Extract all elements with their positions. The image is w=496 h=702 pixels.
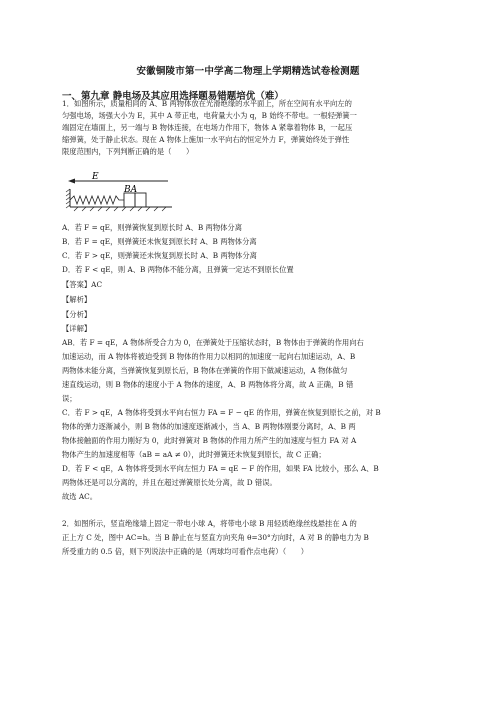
fenxi-label: 【分析】 (62, 310, 92, 319)
block-a (135, 193, 146, 207)
spring-blocks-diagram (64, 171, 174, 215)
explanation-line: 速直线运动，则 B 物体的速度小于 A 物体的速度，A、B 两物体将分离，故 A 正确，B 错 (62, 380, 354, 389)
analysis-label: 【解析】 (62, 295, 92, 304)
explanation-line: C．若 F > qE，A 物体将受到水平向右恒力 FA = F − qE 的作用，弹簧在恢复到原长之前，对 B (62, 408, 381, 417)
option-a: A．若 F = qE，则弹簧恢复到原长时 A、B 两物体分离 (62, 223, 243, 232)
explanation-line: D．若 F < qE，A 物体将受到水平向左恒力 FA = qE − F 的作用，如果 FA 比较小，那么 A、B (62, 464, 379, 473)
explanation-line: 加速运动，而 A 物体将被迫受到 B 物体的作用力以相同的加速度一起向右加速运动，A、B (62, 352, 356, 361)
document-title: 安徽铜陵市第一中学高二物理上学期精选试卷检测题 (136, 66, 360, 77)
explanation-line: AB．若 F = qE，A 物体所受合力为 0，在弹簧处于压缩状态时，B 物体由于弹簧的作用向右 (62, 338, 364, 347)
q1-line: 缩弹簧，处于静止状态。现在 A 物体上施加一水平向右的恒定外力 F，弹簧始终处于弹性 (62, 135, 350, 144)
q1-line: 限度范围内，下列判断正确的是（ ） (62, 147, 194, 156)
answer-label: 【答案】AC (62, 280, 103, 289)
field-arrow-head (68, 179, 75, 184)
spring (70, 196, 124, 204)
field-label: E (92, 172, 99, 182)
explanation-line: 两物体还是可以分离的，并且在超过弹簧原长处分离，故 D 错误。 (62, 478, 277, 487)
q2-line: 所受重力的 0.5 倍，则下列说法中正确的是（两球均可看作点电荷）（ ） (62, 547, 309, 556)
explanation-line: 两物体未能分离，当弹簧恢复到原长后，B 物体在弹簧的作用下做减速运动，A 物体做匀 (62, 366, 348, 375)
q2-line: 正上方 C 处，图中 AC=h。当 B 静止在与竖直方向夹角 θ=30°方向时，A 对 B 的静电力为 B (62, 533, 369, 542)
explanation-line: 故选 AC。 (62, 492, 98, 501)
option-b: B．若 F = qE，则弹簧还未恢复到原长时 A、B 两物体分离 (62, 237, 257, 246)
q1-line: 端固定在墙面上，另一端与 B 物体连接，在电场力作用下，物体 A 紧靠着物体 B，一起压 (62, 123, 353, 132)
section-heading: 一、第九章 静电场及其应用选择题易错题培优（难） (62, 91, 284, 102)
option-d: D．若 F < qE，则 A、B 两物体不能分离，且弹簧一定达不到原长位置 (62, 265, 294, 274)
explanation-line: 误； (62, 394, 77, 403)
explanation-line: 物体接触面的作用力刚好为 0，此时弹簧对 B 物体的作用力所产生的加速度与恒力 FA 对 A (62, 436, 357, 445)
q1-line: 1．如图所示，质量相同的 A、B 两物体放在光滑绝缘的水平面上，所在空间有水平向左的 (62, 99, 352, 108)
option-c: C．若 F > qE，则弹簧还未恢复到原长时 A、B 两物体分离 (62, 251, 257, 260)
detail-label: 【详解】 (62, 324, 92, 333)
floor-hatch (74, 207, 166, 211)
explanation-line: 物体的弹力逐渐减小，则 B 物体的加速度逐渐减小，当 A、B 两物体刚要分离时，A、B 两 (62, 422, 356, 431)
block-b (124, 193, 135, 207)
wall-hatch (66, 189, 70, 208)
q1-line: 匀强电场，场强大小为 E，其中 A 带正电，电荷量大小为 q，B 始终不带电。一根轻弹簧一 (62, 111, 357, 120)
block-labels: BA (124, 185, 138, 195)
explanation-line: 物体产生的加速度相等（aB = aA ≠ 0），此时弹簧还未恢复到原长，故 C 正确； (62, 450, 326, 459)
q2-line: 2．如图所示，竖直绝缘墙上固定一带电小球 A，将带电小球 B 用轻质绝缘丝线悬挂在 A 的 (62, 519, 357, 528)
